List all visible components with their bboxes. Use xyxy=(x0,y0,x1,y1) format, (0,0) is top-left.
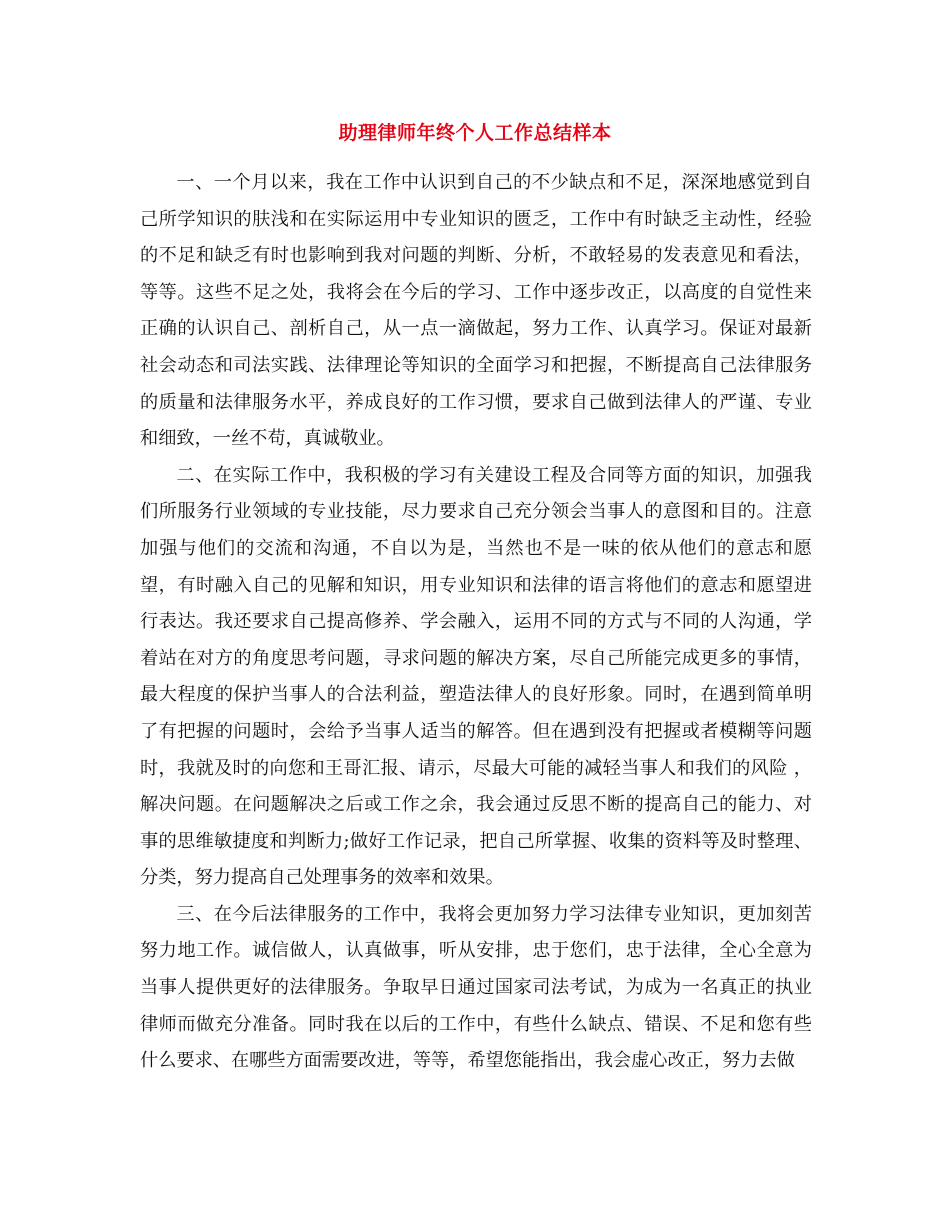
paragraph-2: 二、在实际工作中，我积极的学习有关建设工程及合同等方面的知识，加强我们所服务行业领域的专业技能，尽力要求自己充分领会当事人的意图和目的。注意加强与他们的交流和沟通，不自以为是，当然也不是一味的依从他们的意志和愿望，有时融入自己的见解和知识，用专业知识和法律的语言将他们的意志和愿望进行表达。我还要求自己提高修养、学会融入，运用不同的方式与不同的人沟通，学着站在对方的角度思考问题，寻求问题的解决方案，尽自己所能完成更多的事情，最大程度的保护当事人的合法利益，塑造法律人的良好形象。同时，在遇到简单明了有把握的问题时，会给予当事人适当的解答。但在遇到没有把握或者模糊等问题时，我就及时的向您和王哥汇报、请示，尽最大可能的减轻当事人和我们的风险 ，解决问题。在问题解决之后或工作之余，我会通过反思不断的提高自己的能力、对事的思维敏捷度和判断力;做好工作记录，把自己所掌握、收集的资料等及时整理、分类，努力提高自己处理事务的效率和效果。 xyxy=(140,464,812,889)
paragraph-1: 一、一个月以来，我在工作中认识到自己的不少缺点和不足，深深地感觉到自己所学知识的肤浅和在实际运用中专业知识的匮乏，工作中有时缺乏主动性，经验的不足和缺乏有时也影响到我对问题的判断、分析，不敢轻易的发表意见和看法，等等。这些不足之处，我将会在今后的学习、工作中逐步改正，以高度的自觉性来正确的认识自己、剖析自己，从一点一滴做起，努力工作、认真学习。保证对最新社会动态和司法实践、法律理论等知识的全面学习和把握，不断提高自己法律服务的质量和法律服务水平，养成良好的工作习惯，要求自己做到法律人的严谨、专业和细致，一丝不苟，真诚敬业。 xyxy=(140,172,812,450)
document-body xyxy=(140,165,812,1080)
document-title: 助理律师年终个人工作总结样本 xyxy=(338,122,612,144)
paragraph-3: 三、在今后法律服务的工作中，我将会更加努力学习法律专业知识，更加刻苦努力地工作。诚信做人，认真做事，听从安排，忠于您们，忠于法律，全心全意为当事人提供更好的法律服务。争取早日通过国家司法考试，为成为一名真正的执业律师而做充分准备。同时我在以后的工作中，有些什么缺点、错误、不足和您有些什么要求、在哪些方面需要改进，等等，希望您能指出，我会虚心改正，努力去做 xyxy=(140,903,812,1072)
